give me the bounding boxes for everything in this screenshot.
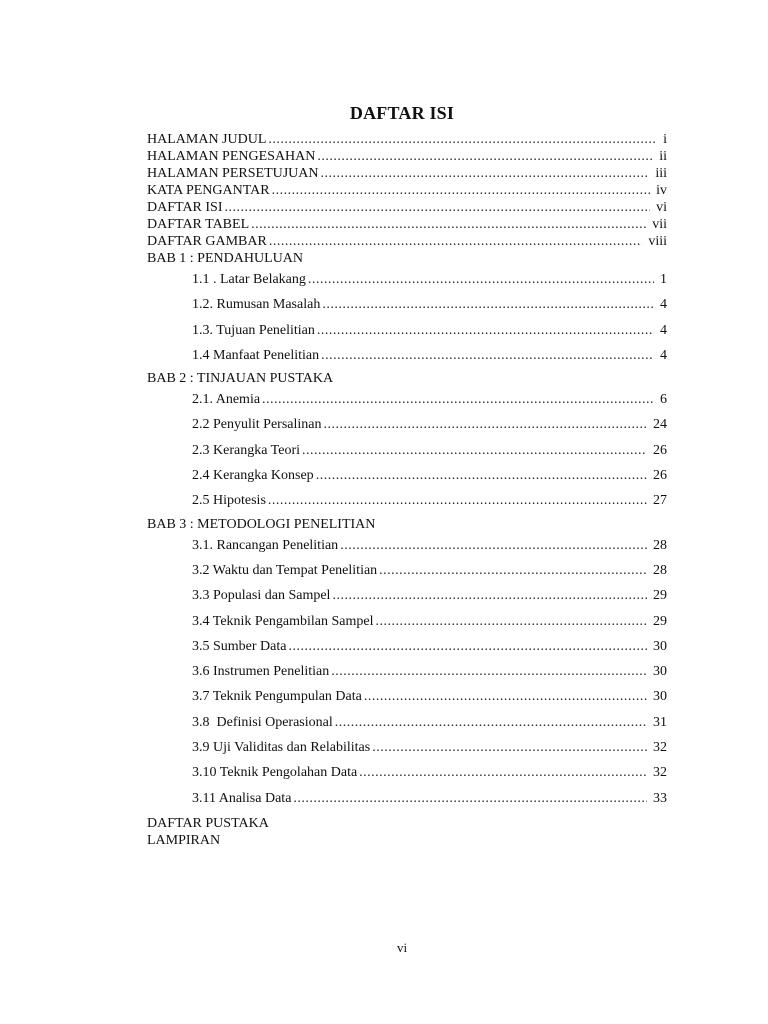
toc-subentry: 3.8 Definisi Operasional ..... 31 <box>147 710 667 735</box>
toc-entry: KATA PENGANTAR ..... iv <box>147 182 667 199</box>
toc-subentry: 2.2 Penyulit Persalinan ..... 24 <box>147 412 667 437</box>
toc-entry: HALAMAN PERSETUJUAN ..... iii <box>147 165 667 182</box>
toc-subentry: 2.3 Kerangka Teori ..... 26 <box>147 438 667 463</box>
toc-subentry: 3.9 Uji Validitas dan Relabilitas ..... 32 <box>147 735 667 760</box>
toc-subentry: 2.1. Anemia ..... 6 <box>147 387 667 412</box>
toc-entry: DAFTAR ISI ..... vi <box>147 199 667 216</box>
toc-end-entry: LAMPIRAN <box>147 832 221 848</box>
toc-subentry: 3.11 Analisa Data ..... 33 <box>147 786 667 811</box>
toc-entry: DAFTAR TABEL ..... vii <box>147 216 667 233</box>
toc-entry: HALAMAN JUDUL ..... i <box>147 131 667 148</box>
chapter-heading: BAB 1 : PENDAHULUAN <box>147 251 303 266</box>
chapter-heading: BAB 3 : METODOLOGI PENELITIAN <box>147 516 376 532</box>
toc-entry: HALAMAN PENGESAHAN ..... ii <box>147 148 667 165</box>
toc-subentry: 1.3. Tujuan Penelitian ..... 4 <box>147 318 667 343</box>
chapter-heading: BAB 2 : TINJAUAN PUSTAKA <box>147 371 334 387</box>
toc-end-entry: DAFTAR PUSTAKA <box>147 815 269 831</box>
page-title: DAFTAR ISI <box>349 103 455 123</box>
toc-subentry: 3.6 Instrumen Penelitian ..... 30 <box>147 659 667 684</box>
toc-subentry: 2.5 Hipotesis ..... 27 <box>147 488 667 513</box>
toc-subentry: 1.4 Manfaat Penelitian ..... 4 <box>147 343 667 368</box>
toc-subentry: 1.1 . Latar Belakang ..... 1 <box>147 267 667 292</box>
table-of-contents <box>147 131 667 849</box>
toc-subentry: 3.3 Populasi dan Sampel ..... 29 <box>147 583 667 608</box>
toc-entry: DAFTAR GAMBAR ..... viii <box>147 233 667 250</box>
toc-subentry: 3.1. Rancangan Penelitian ..... 28 <box>147 533 667 558</box>
toc-subentry: 3.4 Teknik Pengambilan Sampel ..... 29 <box>147 609 667 634</box>
toc-subentry: 1.2. Rumusan Masalah ..... 4 <box>147 292 667 317</box>
page-number: vi <box>396 940 408 955</box>
toc-subentry: 3.7 Teknik Pengumpulan Data ..... 30 <box>147 684 667 709</box>
toc-subentry: 3.2 Waktu dan Tempat Penelitian ..... 28 <box>147 558 667 583</box>
toc-subentry: 3.10 Teknik Pengolahan Data ..... 32 <box>147 760 667 785</box>
toc-subentry: 2.4 Kerangka Konsep ..... 26 <box>147 463 667 488</box>
toc-subentry: 3.5 Sumber Data ..... 30 <box>147 634 667 659</box>
